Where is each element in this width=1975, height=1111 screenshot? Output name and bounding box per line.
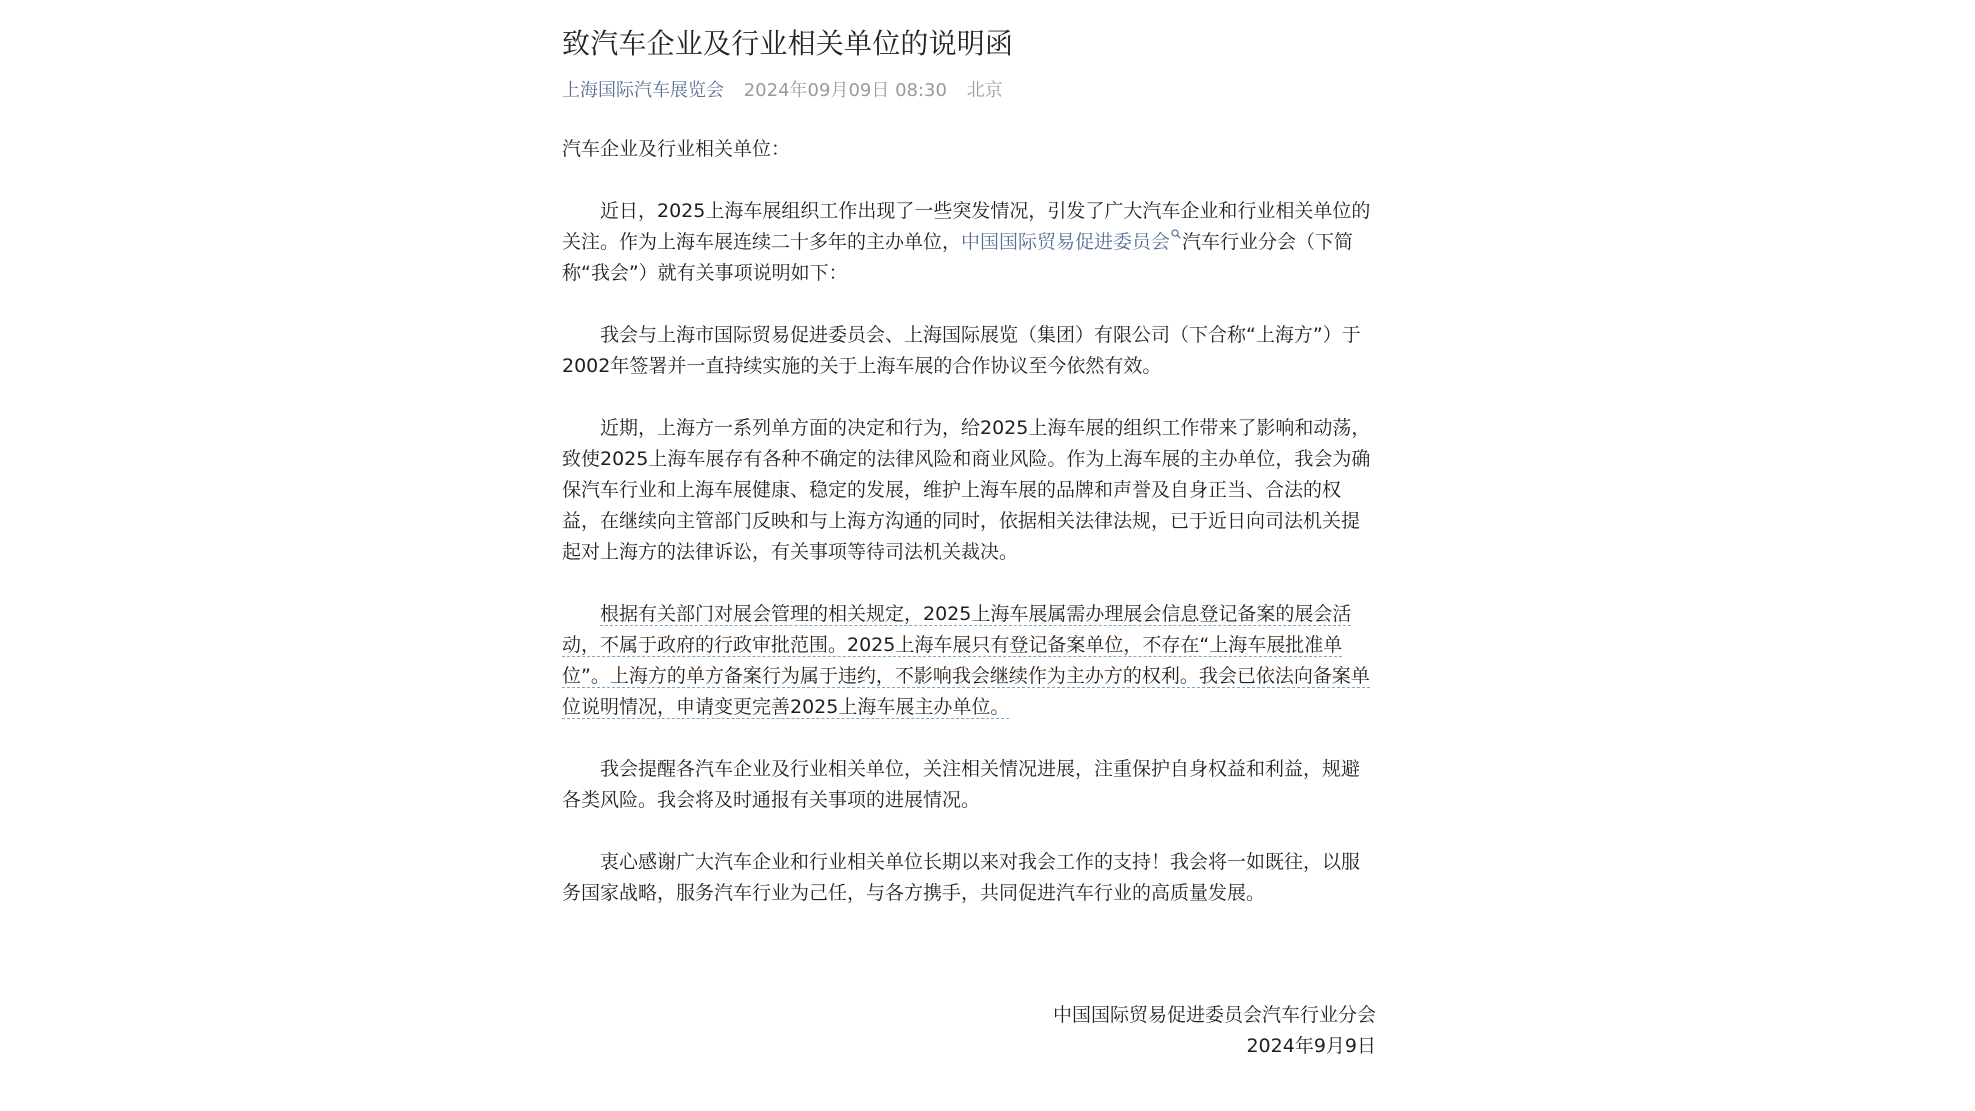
paragraph-1-text-end: 汽车行业分会（下简称“我会”）就有关事项说明如下：	[562, 231, 1354, 284]
search-icon[interactable]	[1171, 229, 1181, 239]
paragraph-4	[562, 599, 1376, 723]
paragraph-6: 衷心感谢广大汽车企业和行业相关单位长期以来对我会工作的支持！我会将一如既往，以服务国家战略，服务汽车行业为己任，与各方携手，共同促进汽车行业的高质量发展。	[562, 851, 1361, 904]
paragraph-2: 我会与上海市国际贸易促进委员会、上海国际展览（集团）有限公司（下合称“上海方”）于2002年签署并一直持续实施的关于上海车展的合作协议至今依然有效。	[562, 324, 1361, 377]
signature-date: 2024年9月9日	[1246, 1035, 1376, 1057]
paragraph-1-text-start: 近日，2025上海车展组织工作出现了一些突发情况，引发了广大汽车企业和行业相关单位的关注。作为上海车展连续二十多年的主办单位，	[562, 200, 1371, 253]
publish-location: 北京	[966, 80, 1003, 101]
signature-organization: 中国国际贸易促进委员会汽车行业分会	[1052, 1004, 1376, 1026]
salutation: 汽车企业及行业相关单位：	[562, 138, 791, 160]
paragraph-3: 近期，上海方一系列单方面的决定和行为，给2025上海车展的组织工作带来了影响和动荡，致使2025上海车展存有各种不确定的法律风险和商业风险。作为上海车展的主办单位，我会为确保汽车行业和上海车展健康、稳定的发展，维护上海车展的品牌和声誉及自身正当、合法的权益，在继续向主管部门反映和与上海方沟通的同时，依据相关法律法规，已于近日向司法机关提起对上海方的法律诉讼，有关事项等待司法机关裁决。	[562, 417, 1371, 563]
account-name-link[interactable]: 上海国际汽车展览会	[562, 80, 724, 101]
article-container	[562, 22, 1376, 940]
article-title: 致汽车企业及行业相关单位的说明函	[562, 27, 1014, 60]
paragraph-5: 我会提醒各汽车企业及行业相关单位，关注相关情况进展，注重保护自身权益和利益，规避各类风险。我会将及时通报有关事项的进展情况。	[562, 758, 1361, 811]
underlined-text[interactable]: 根据有关部门对展会管理的相关规定，2025上海车展属需办理展会信息登记备案的展会活动，不属于政府的行政审批范围。2025上海车展只有登记备案单位，不存在“上海车展批准单位”。上海方的单方备案行为属于违约，不影响我会继续作为主办方的权利。我会已依法向备案单位说明情况，申请变更完善2025上海车展主办单位。	[562, 603, 1370, 718]
publish-time: 2024年09月09日 08:30	[743, 80, 947, 101]
article-meta	[562, 78, 1376, 104]
organization-search-link[interactable]: 中国国际贸易促进委员会	[961, 231, 1171, 253]
signature-block	[1053, 1000, 1376, 1062]
article-body	[562, 134, 1376, 909]
paragraph-1	[562, 196, 1376, 289]
